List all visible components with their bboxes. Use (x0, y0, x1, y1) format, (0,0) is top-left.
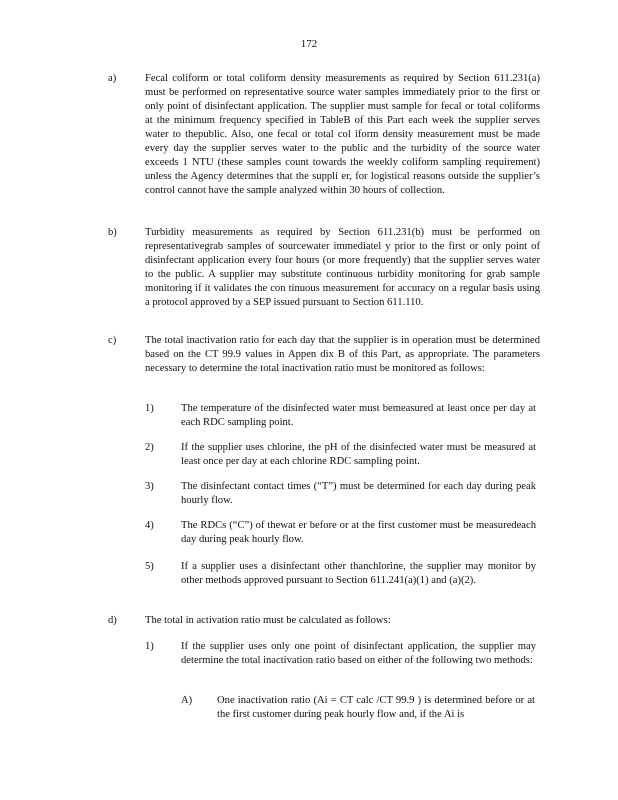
paragraph-c-1-label: 1) (145, 403, 154, 414)
paragraph-d-1-label: 1) (145, 641, 154, 652)
paragraph-d-1-text: If the supplier uses only one point of disinfectant application, the supplier may determine the total inactivation ratio based on either of the following two methods: (181, 641, 536, 666)
paragraph-a-label: a) (108, 73, 117, 84)
paragraph-c-3-label: 3) (145, 481, 154, 492)
paragraph-c-3-text: The disinfectant contact times (“T”) must be determined for each day during peak hourly flow. (181, 481, 536, 506)
paragraph-c-text: The total inactivation ratio for each day that the supplier is in operation must be determined based on the CT 99.9 values in Appen dix B of this Part, as appropriate. The parameters necessary to determine the total inactivation ratio must be monitored as follows: (145, 335, 540, 374)
page-number: 172 (300, 38, 318, 50)
paragraph-c-5-label: 5) (145, 561, 154, 572)
paragraph-b-text: Turbidity measurements as required by Section 611.231(b) must be performed on representativegrab samples of sourcewater immediatel y prior to the first or only point of disinfectant application every four hours (or more frequently) that the supplier serves water to the public. A supplier may substitute continuous turbidity monitoring for grab sample monitoring if it validates the con tinuous measurement for accuracy on a regular basis using a protocol approved by a SEP issued pursuant to Section 611.110. (145, 227, 540, 308)
paragraph-c-4-label: 4) (145, 520, 154, 531)
paragraph-d-1-a-text: One inactivation ratio (Ai = CT calc /CT 99.9 ) is determined before or at the first customer during peak hourly flow and, if the Ai is (217, 695, 535, 720)
paragraph-c-2-label: 2) (145, 442, 154, 453)
paragraph-c-label: c) (108, 335, 117, 346)
paragraph-d-text: The total in activation ratio must be calculated as follows: (145, 615, 391, 626)
paragraph-c-5-text: If a supplier uses a disinfectant other thanchlorine, the supplier may monitor by other methods approved pursuant to Section 611.241(a)(1) and (a)(2). (181, 561, 536, 586)
paragraph-d-1-a-label: A) (181, 695, 193, 706)
paragraph-b-label: b) (108, 227, 117, 238)
paragraph-c-2-text: If the supplier uses chlorine, the pH of the disinfected water must be measured at least once per day at each chlorine RDC sampling point. (181, 442, 536, 467)
paragraph-a-text: Fecal coliform or total coliform density measurements as required by Section 611.231(a) must be performed on representative source water samples immediately prior to the first or only point of disinfectant application. The supplier must sample for fecal or total coliforms at the minimum frequency specified in TableB of this Part each week the supplier serves water to thepublic. Also, one fecal or total col iform density measurement must be made every day the supplier serves water to the public and the turbidity of the source water exceeds 1 NTU (these samples count towards the weekly coliform sampling requirement) unless the Agency determines that the suppli er, for logistical reasons outside the supplier’s control cannot have the sample analyzed within 30 hours of collection. (145, 73, 540, 196)
paragraph-d-label: d) (108, 615, 117, 626)
paragraph-c-1-text: The temperature of the disinfected water must bemeasured at least once per day at each RDC sampling point. (181, 403, 536, 428)
paragraph-c-4-text: The RDCs (“C”) of thewat er before or at the first customer must be measuredeach day during peak hourly flow. (181, 520, 536, 545)
